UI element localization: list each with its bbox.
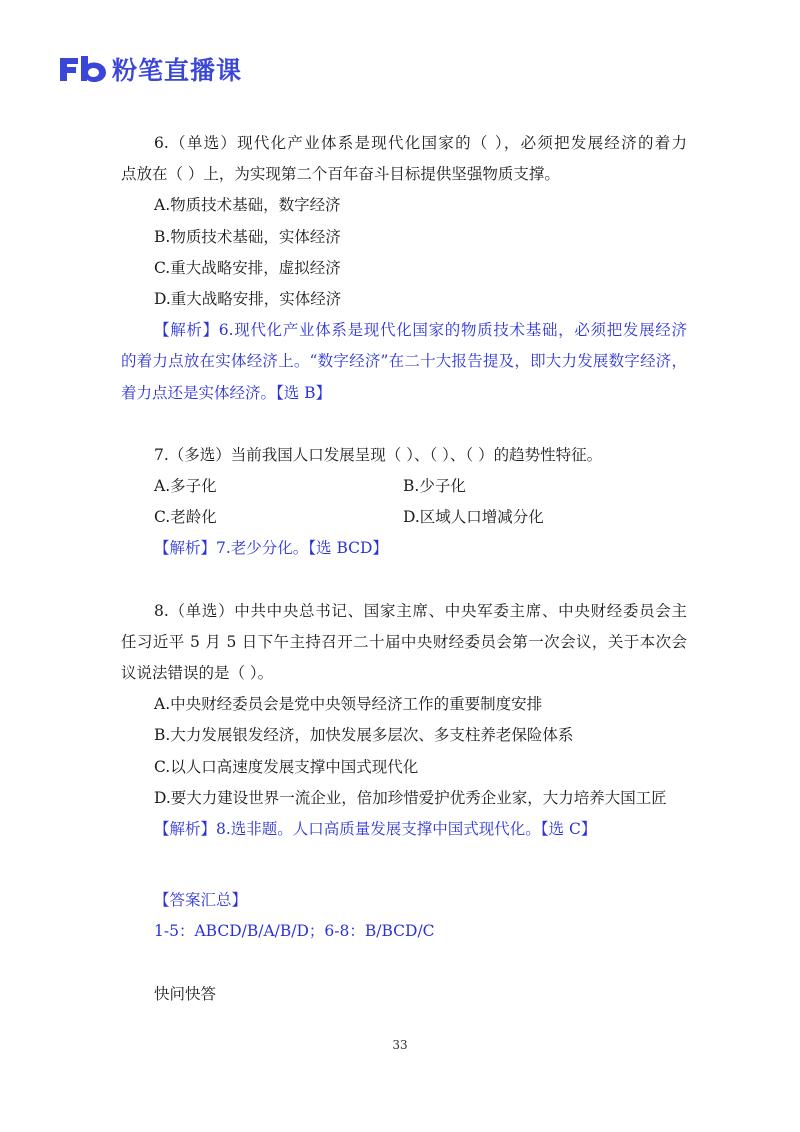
answer-summary-answers: 1-5：ABCD/B/A/B/D；6-8：B/BCD/C [154, 922, 435, 941]
question-8-analysis: 【解析】8.选非题。人口高质量发展支撑中国式现代化。【选 C】 [154, 820, 597, 839]
answer-summary [121, 885, 687, 947]
page-number: 33 [392, 1038, 408, 1052]
question-7-options-row1 [121, 471, 687, 502]
answer-summary-title: 【答案汇总】 [154, 891, 248, 910]
question-7-option-b: B.少子化 [403, 477, 466, 496]
question-7-options-row2 [121, 502, 687, 533]
question-7-option-c: C.老龄化 [154, 508, 217, 527]
question-6-stem-line1: 6.（单选）现代化产业体系是现代化国家的（ ），必须把发展经济的着力 [154, 134, 687, 152]
fb-logo-icon [58, 54, 108, 84]
question-7-stem: 7.（多选）当前我国人口发展呈现（ ）、（ ）、（ ）的趋势性特征。 [154, 445, 603, 464]
spacer [121, 409, 687, 440]
page-content [121, 128, 687, 1010]
question-7 [121, 440, 687, 565]
question-8-stem-line1: 8.（单选）中共中央总书记、国家主席、中央军委主席、中央财经委员会主 [154, 601, 687, 620]
question-6-analysis-line3: 着力点还是实体经济。【选 B】 [121, 383, 332, 402]
question-8-option-d: D.要大力建设世界一流企业，倍加珍惜爱护优秀企业家，大力培养大国工匠 [154, 788, 667, 807]
question-8-option-a: A.中央财经委员会是党中央领导经济工作的重要制度安排 [154, 695, 543, 714]
question-6-analysis-line1: 【解析】6.现代化产业体系是现代化国家的物质技术基础，必须把发展经济 [154, 321, 687, 340]
question-8-stem-line3: 议说法错误的是（ ）。 [121, 664, 274, 683]
question-6-stem-line2: 点放在（ ）上，为实现第二个百年奋斗目标提供坚强物质支撑。 [121, 165, 560, 184]
question-7-option-d: D.区域人口增减分化 [403, 508, 544, 527]
question-6-analysis-line2: 的着力点放在实体经济上。“数字经济”在二十大报告提及，即大力发展数字经济， [121, 352, 687, 371]
question-6 [121, 128, 687, 409]
spacer [121, 845, 687, 885]
question-7-option-a: A.多子化 [154, 477, 217, 496]
section-heading-quick-qa: 快问快答 [154, 984, 217, 1003]
question-6-option-a: A.物质技术基础，数字经济 [154, 196, 341, 215]
spacer [121, 565, 687, 596]
question-7-analysis: 【解析】7.老少分化。【选 BCD】 [154, 539, 388, 558]
logo-text: 粉笔直播课 [112, 56, 243, 85]
brand-logo [58, 52, 242, 86]
question-6-option-d: D.重大战略安排，实体经济 [154, 290, 342, 309]
question-6-option-c: C.重大战略安排，虚拟经济 [154, 258, 341, 277]
question-8-stem-line2: 任习近平 5 月 5 日下午主持召开二十届中央财经委员会第一次会议，关于本次会 [121, 632, 687, 651]
question-8 [121, 596, 687, 846]
spacer [121, 948, 687, 979]
question-6-option-b: B.物质技术基础，实体经济 [154, 227, 341, 246]
question-8-option-b: B.大力发展银发经济，加快发展多层次、多支柱养老保险体系 [154, 726, 574, 745]
question-8-option-c: C.以人口高速度发展支撑中国式现代化 [154, 757, 419, 776]
